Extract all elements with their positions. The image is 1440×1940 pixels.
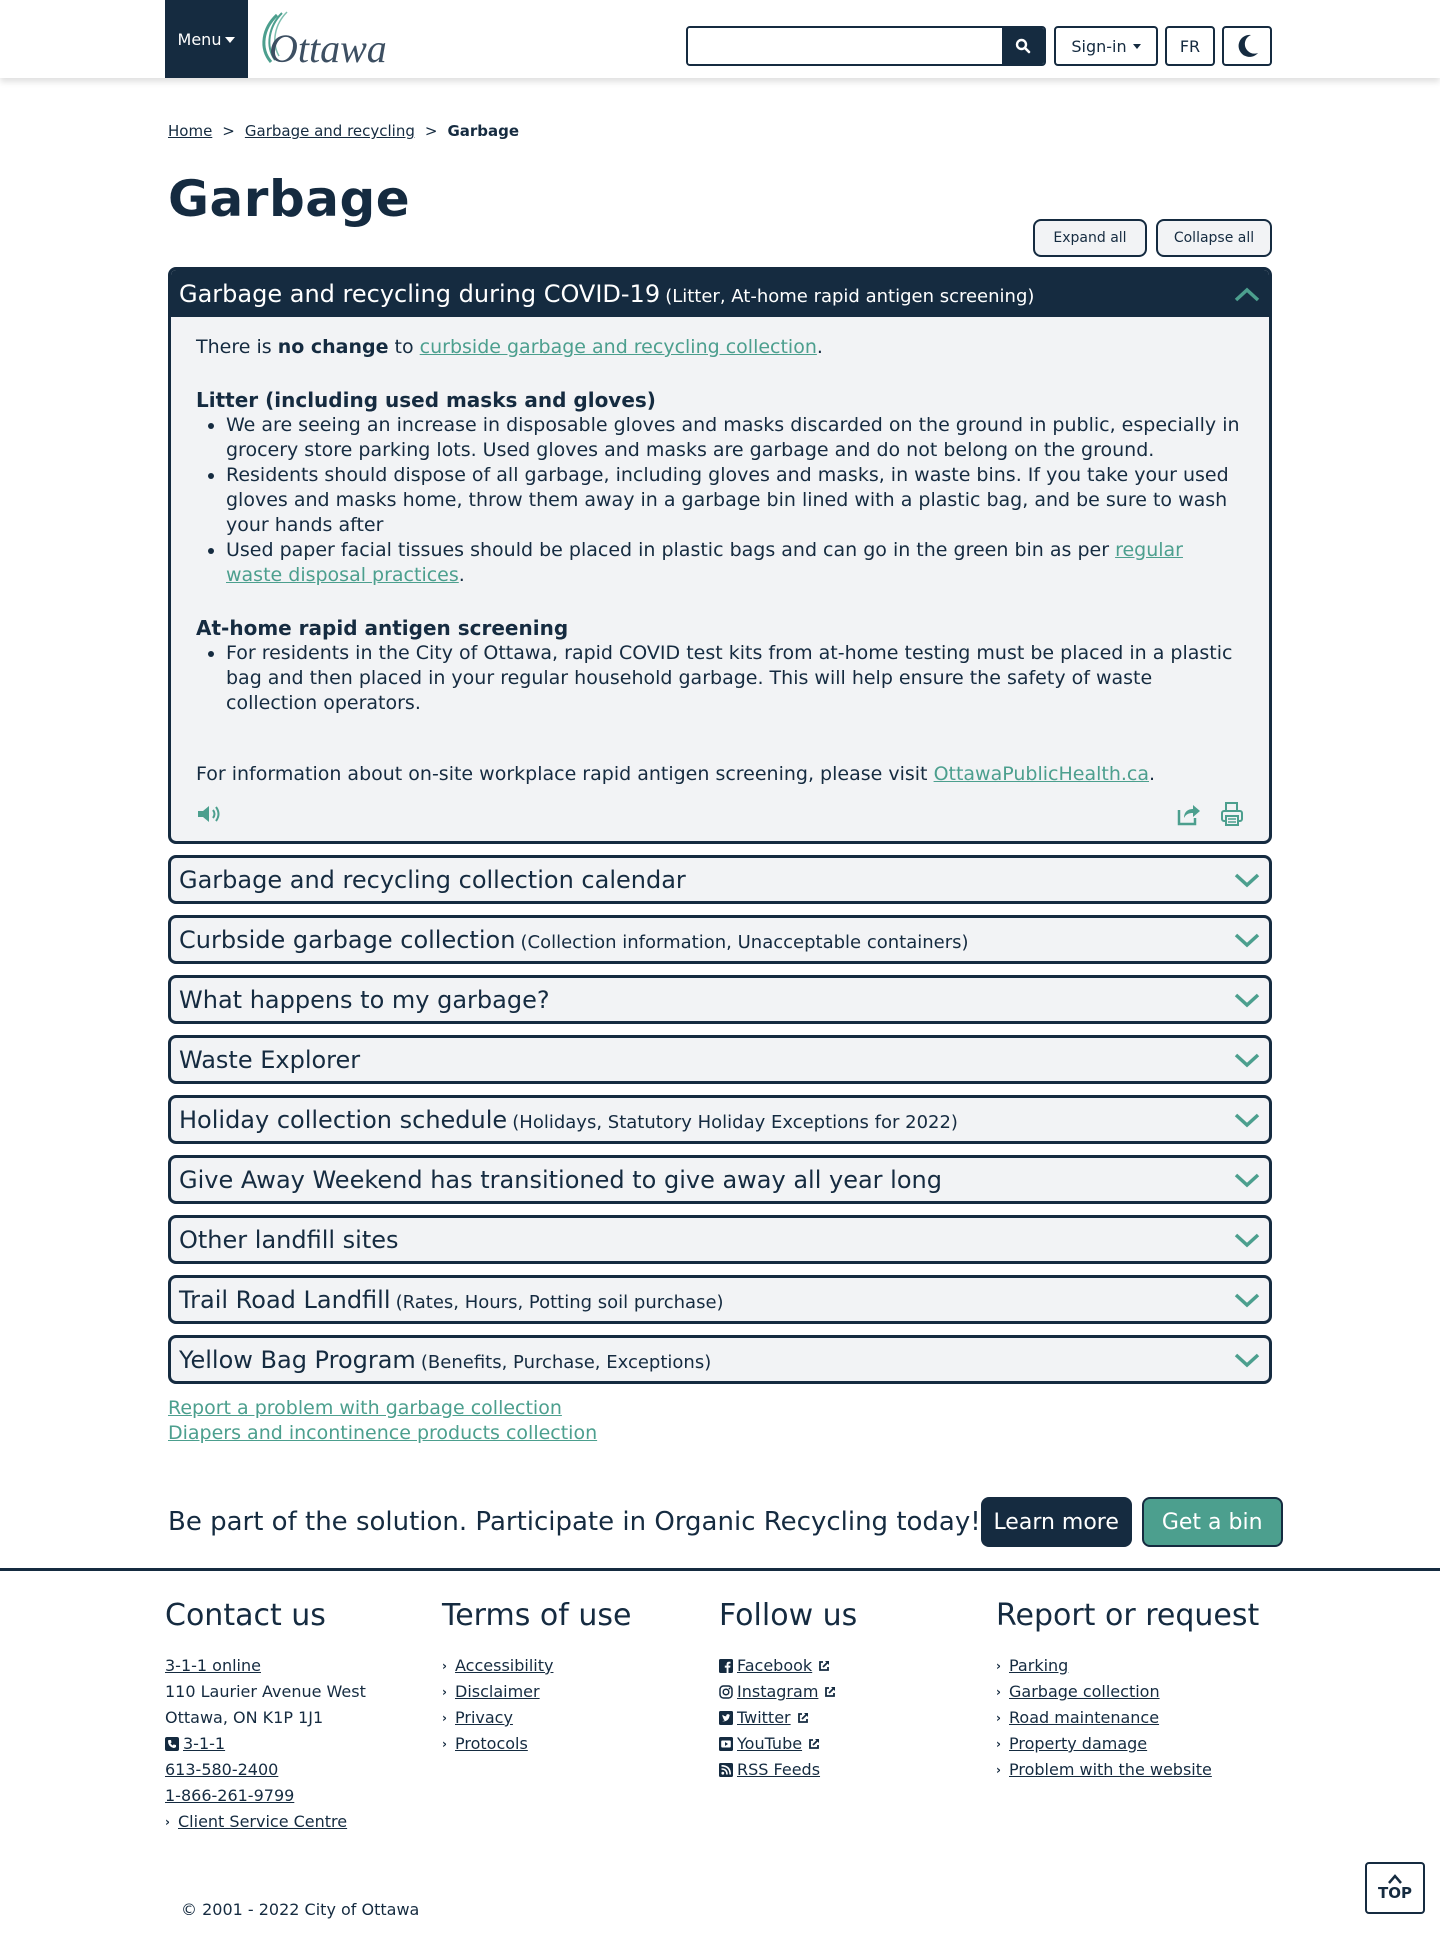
accordion-item[interactable] — [168, 915, 1272, 964]
accordion-closed-list — [168, 855, 1272, 1384]
road-maintenance-link[interactable]: Road maintenance — [1009, 1708, 1160, 1727]
accordion-subtitle: (Litter, At-home rapid antigen screening) — [665, 285, 1035, 307]
accordion — [168, 267, 1272, 1446]
list-item — [226, 538, 1244, 588]
list-item: • Residents should dispose of all garbage, including gloves and masks, in waste bins. If you take your used gloves and masks home, throw them away in a garbage bin lined with a plastic bag, and be sure to wash your hands after — [226, 463, 1244, 538]
chevron-right-icon: › — [996, 1659, 1001, 1673]
speaker-icon[interactable] — [196, 803, 224, 825]
moon-icon — [1233, 32, 1261, 60]
site-footer — [165, 1598, 1275, 1835]
external-link-icon — [818, 1660, 830, 1672]
regular-waste-disposal-link[interactable]: regular waste disposal practices — [226, 539, 1183, 586]
ottawa-logo[interactable] — [255, 10, 390, 70]
accordion-title: Garbage and recycling during COVID-19 — [179, 279, 661, 308]
copyright: © 2001 - 2022 City of Ottawa — [181, 1900, 420, 1919]
phone-icon — [165, 1737, 179, 1751]
311-online-link[interactable]: 3-1-1 online — [165, 1656, 261, 1675]
chevron-up-icon — [1233, 286, 1261, 302]
accordion-header-text — [179, 1106, 958, 1134]
chevron-right-icon: › — [996, 1685, 1001, 1699]
back-to-top-button[interactable] — [1365, 1862, 1425, 1914]
page-title: Garbage — [168, 170, 411, 228]
address-line-2: Ottawa, ON K1P 1J1 — [165, 1708, 324, 1727]
chevron-right-icon: › — [996, 1737, 1001, 1751]
phone-311-link[interactable]: 3-1-1 — [183, 1734, 226, 1753]
accordion-title: Holiday collection schedule — [179, 1105, 508, 1134]
sign-in-button[interactable] — [1054, 26, 1158, 66]
accordion-item[interactable] — [168, 1035, 1272, 1084]
share-icon[interactable] — [1176, 801, 1202, 827]
accordion-title: Other landfill sites — [179, 1225, 399, 1254]
footer-heading: Follow us — [719, 1598, 858, 1633]
list-item: • For residents in the City of Ottawa, rapid COVID test kits from at-home testing must be placed in a plastic bag and then placed in your regular household garbage. This will help ensure the safety of waste collection operators. — [226, 641, 1244, 716]
external-link-icon — [797, 1712, 809, 1724]
chevron-down-icon — [1233, 1232, 1261, 1248]
visit-paragraph — [196, 762, 1244, 787]
footer-follow — [719, 1598, 996, 1835]
diapers-collection-link[interactable]: Diapers and incontinence products collection — [168, 1422, 598, 1444]
phone-tollfree-link[interactable]: 1-866-261-9799 — [165, 1786, 295, 1805]
accordion-subtitle: (Collection information, Unacceptable containers) — [520, 931, 969, 953]
get-a-bin-button[interactable]: Get a bin — [1142, 1497, 1283, 1547]
rss-icon — [719, 1763, 733, 1777]
curbside-collection-link[interactable]: curbside garbage and recycling collection — [419, 336, 817, 358]
accordion-item[interactable] — [168, 1155, 1272, 1204]
accordion-header-text — [179, 1286, 724, 1314]
garbage-collection-link[interactable]: Garbage collection — [1009, 1682, 1160, 1701]
youtube-link[interactable]: YouTube — [737, 1734, 803, 1753]
collapse-all-button[interactable]: Collapse all — [1156, 219, 1272, 257]
organic-recycling-promo — [168, 1496, 1272, 1548]
visit-text: . — [1149, 763, 1156, 785]
list-item-text: Used paper facial tissues should be placed in plastic bags and can go in the green bin as per — [226, 539, 1116, 561]
chevron-down-icon — [1233, 1172, 1261, 1188]
twitter-icon — [719, 1711, 733, 1725]
accordion-item[interactable] — [168, 855, 1272, 904]
accordion-header-text — [179, 1346, 711, 1374]
accordion-header-text — [179, 866, 686, 894]
accordion-header-text — [179, 1226, 399, 1254]
related-links — [168, 1396, 1272, 1446]
protocols-link[interactable]: Protocols — [455, 1734, 528, 1753]
client-service-centre-link[interactable]: Client Service Centre — [178, 1812, 348, 1831]
intro-paragraph — [196, 335, 1244, 360]
caret-down-icon — [1133, 44, 1141, 49]
accordion-title: Trail Road Landfill — [179, 1285, 391, 1314]
breadcrumb — [168, 122, 519, 140]
search-button[interactable] — [1002, 28, 1044, 64]
accordion-header-text — [179, 986, 550, 1014]
chevron-right-icon: › — [442, 1685, 447, 1699]
website-problem-link[interactable]: Problem with the website — [1009, 1760, 1212, 1779]
visit-text: For information about on-site workplace rapid antigen screening, please visit — [196, 763, 934, 785]
accordion-item[interactable] — [168, 975, 1272, 1024]
list-item: • We are seeing an increase in disposable gloves and masks discarded on the ground in public, especially in grocery store parking lots. Used gloves and masks are garbage and do not belong on the ground. — [226, 413, 1244, 463]
litter-heading: Litter (including used masks and gloves) — [196, 388, 656, 412]
accordion-item[interactable] — [168, 1335, 1272, 1384]
accordion-subtitle: (Benefits, Purchase, Exceptions) — [420, 1351, 712, 1373]
intro-text: to — [388, 336, 420, 358]
twitter-link[interactable]: Twitter — [737, 1708, 791, 1727]
report-problem-link[interactable]: Report a problem with garbage collection — [168, 1397, 562, 1419]
accessibility-link[interactable]: Accessibility — [455, 1656, 554, 1675]
breadcrumb-separator: > — [222, 122, 235, 140]
site-header — [0, 0, 1440, 78]
search-bar — [686, 26, 1046, 66]
dark-mode-button[interactable] — [1222, 26, 1272, 66]
accordion-subtitle: (Rates, Hours, Potting soil purchase) — [395, 1291, 724, 1313]
accordion-header-text — [179, 1046, 360, 1074]
privacy-link[interactable]: Privacy — [455, 1708, 513, 1727]
search-icon — [1015, 38, 1031, 54]
accordion-tools — [196, 801, 1244, 827]
top-label: TOP — [1378, 1884, 1412, 1902]
sign-in-label: Sign-in — [1071, 36, 1127, 56]
footer-heading: Report or request — [996, 1598, 1260, 1633]
chevron-right-icon: › — [996, 1763, 1001, 1777]
parking-link[interactable]: Parking — [1009, 1656, 1069, 1675]
menu-label: Menu — [177, 29, 222, 49]
antigen-heading: At-home rapid antigen screening — [196, 616, 569, 640]
instagram-icon — [719, 1685, 733, 1699]
external-link-icon — [824, 1686, 836, 1698]
accordion-title: Garbage and recycling collection calendar — [179, 865, 686, 894]
address-line-1: 110 Laurier Avenue West — [165, 1682, 366, 1701]
external-link-icon — [808, 1738, 820, 1750]
search-input[interactable] — [688, 28, 1002, 64]
footer-contact — [165, 1598, 442, 1835]
accordion-title: Waste Explorer — [179, 1045, 361, 1074]
ottawa-public-health-link[interactable]: OttawaPublicHealth.ca — [933, 763, 1149, 785]
accordion-item[interactable] — [168, 1095, 1272, 1144]
facebook-link[interactable]: Facebook — [737, 1656, 813, 1675]
accordion-subtitle: (Holidays, Statutory Holiday Exceptions for 2022) — [512, 1111, 958, 1133]
accordion-header-covid[interactable] — [171, 270, 1269, 317]
accordion-title: What happens to my garbage? — [179, 985, 550, 1014]
footer-report — [996, 1598, 1273, 1835]
accordion-body-covid — [171, 317, 1269, 841]
breadcrumb-current: Garbage — [447, 122, 520, 140]
rss-feeds-link[interactable]: RSS Feeds — [737, 1760, 821, 1779]
accordion-title: Give Away Weekend has transitioned to give away all year long — [179, 1165, 942, 1194]
caret-down-icon — [225, 37, 235, 43]
language-label: FR — [1179, 36, 1201, 56]
disclaimer-link[interactable]: Disclaimer — [455, 1682, 540, 1701]
chevron-down-icon — [1233, 1292, 1261, 1308]
accordion-item[interactable] — [168, 1215, 1272, 1264]
accordion-item[interactable] — [168, 1275, 1272, 1324]
promo-text: Be part of the solution. Participate in Organic Recycling today! — [168, 1507, 981, 1537]
accordion-item-covid — [168, 267, 1272, 844]
chevron-right-icon: › — [442, 1659, 447, 1673]
chevron-down-icon — [1233, 992, 1261, 1008]
language-toggle-button[interactable] — [1165, 26, 1215, 66]
chevron-down-icon — [1233, 932, 1261, 948]
phone-local-link[interactable]: 613-580-2400 — [165, 1760, 279, 1779]
expand-all-button[interactable]: Expand all — [1033, 219, 1147, 257]
litter-list — [226, 413, 1244, 588]
chevron-down-icon — [1233, 1052, 1261, 1068]
intro-bold: no change — [277, 336, 389, 358]
chevron-right-icon: › — [442, 1737, 447, 1751]
chevron-right-icon: › — [442, 1711, 447, 1725]
chevron-right-icon: › — [996, 1711, 1001, 1725]
accordion-header-text — [179, 926, 969, 954]
menu-button[interactable] — [165, 0, 248, 78]
breadcrumb-separator: > — [424, 122, 438, 140]
intro-text: There is — [196, 336, 278, 358]
accordion-title: Curbside garbage collection — [179, 925, 516, 954]
list-item-text: . — [458, 564, 465, 586]
antigen-list — [226, 641, 1244, 716]
footer-terms — [442, 1598, 719, 1835]
chevron-down-icon — [1233, 1112, 1261, 1128]
property-damage-link[interactable]: Property damage — [1009, 1734, 1148, 1753]
footer-heading: Contact us — [165, 1598, 326, 1633]
footer-divider — [0, 1568, 1440, 1571]
chevron-down-icon — [1233, 1352, 1261, 1368]
logo-text: Ottawa — [269, 26, 387, 70]
accordion-controls — [1033, 219, 1272, 257]
chevron-down-icon — [1233, 872, 1261, 888]
print-icon[interactable] — [1220, 801, 1244, 827]
instagram-link[interactable]: Instagram — [737, 1682, 819, 1701]
intro-text: . — [816, 336, 823, 358]
chevron-right-icon: › — [165, 1815, 170, 1829]
breadcrumb-home[interactable]: Home — [168, 122, 213, 140]
youtube-icon — [719, 1737, 733, 1751]
footer-heading: Terms of use — [442, 1598, 632, 1633]
breadcrumb-garbage-recycling[interactable]: Garbage and recycling — [244, 122, 415, 140]
accordion-header-text — [179, 1166, 942, 1194]
accordion-title: Yellow Bag Program — [179, 1345, 416, 1374]
learn-more-button[interactable]: Learn more — [981, 1497, 1132, 1547]
chevron-up-icon — [1387, 1874, 1403, 1884]
facebook-icon — [719, 1659, 733, 1673]
